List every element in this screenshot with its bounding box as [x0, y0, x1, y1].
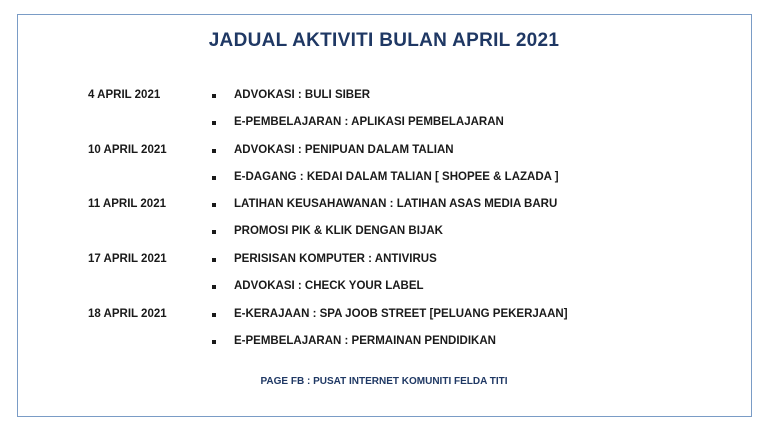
schedule-activity: E-DAGANG : KEDAI DALAM TALIAN [ SHOPEE & LAZADA ]: [234, 171, 559, 183]
schedule-date: 11 APRIL 2021: [88, 198, 166, 210]
schedule-activity: E-PEMBELAJARAN : PERMAINAN PENDIDIKAN: [234, 335, 496, 347]
bullet-icon: [212, 149, 216, 153]
schedule-activity: E-PEMBELAJARAN : APLIKASI PEMBELAJARAN: [234, 116, 504, 128]
schedule-row: [0, 308, 768, 326]
schedule-activity: E-KERAJAAN : SPA JOOB STREET [PELUANG PEKERJAAN]: [234, 308, 568, 320]
footer-page-fb: PAGE FB : PUSAT INTERNET KOMUNITI FELDA TITI: [260, 376, 508, 387]
schedule-row: [0, 253, 768, 271]
bullet-icon: [212, 230, 216, 234]
bullet-icon: [212, 176, 216, 180]
schedule-activity: PROMOSI PIK & KLIK DENGAN BIJAK: [234, 225, 443, 237]
schedule-date: 17 APRIL 2021: [88, 253, 167, 265]
schedule-activity: PERISISAN KOMPUTER : ANTIVIRUS: [234, 253, 437, 265]
schedule-row: [0, 335, 768, 353]
schedule-row: [0, 171, 768, 189]
bullet-icon: [212, 285, 216, 289]
schedule-date: 4 APRIL 2021: [88, 89, 161, 101]
bullet-icon: [212, 340, 216, 344]
schedule-activity: ADVOKASI : PENIPUAN DALAM TALIAN: [234, 144, 454, 156]
schedule-row: [0, 280, 768, 298]
schedule-row: [0, 89, 768, 107]
bullet-icon: [212, 258, 216, 262]
schedule-row: [0, 116, 768, 134]
page-title: JADUAL AKTIVITI BULAN APRIL 2021: [208, 30, 560, 51]
bullet-icon: [212, 94, 216, 98]
schedule-activity: LATIHAN KEUSAHAWANAN : LATIHAN ASAS MEDIA BARU: [234, 198, 558, 210]
schedule-row: [0, 198, 768, 216]
schedule-row: [0, 225, 768, 243]
schedule-row: [0, 144, 768, 162]
bullet-icon: [212, 313, 216, 317]
bullet-icon: [212, 121, 216, 125]
schedule-activity: ADVOKASI : CHECK YOUR LABEL: [234, 280, 424, 292]
schedule-date: 10 APRIL 2021: [88, 144, 167, 156]
bullet-icon: [212, 203, 216, 207]
schedule-date: 18 APRIL 2021: [88, 308, 167, 320]
schedule-activity: ADVOKASI : BULI SIBER: [234, 89, 371, 101]
